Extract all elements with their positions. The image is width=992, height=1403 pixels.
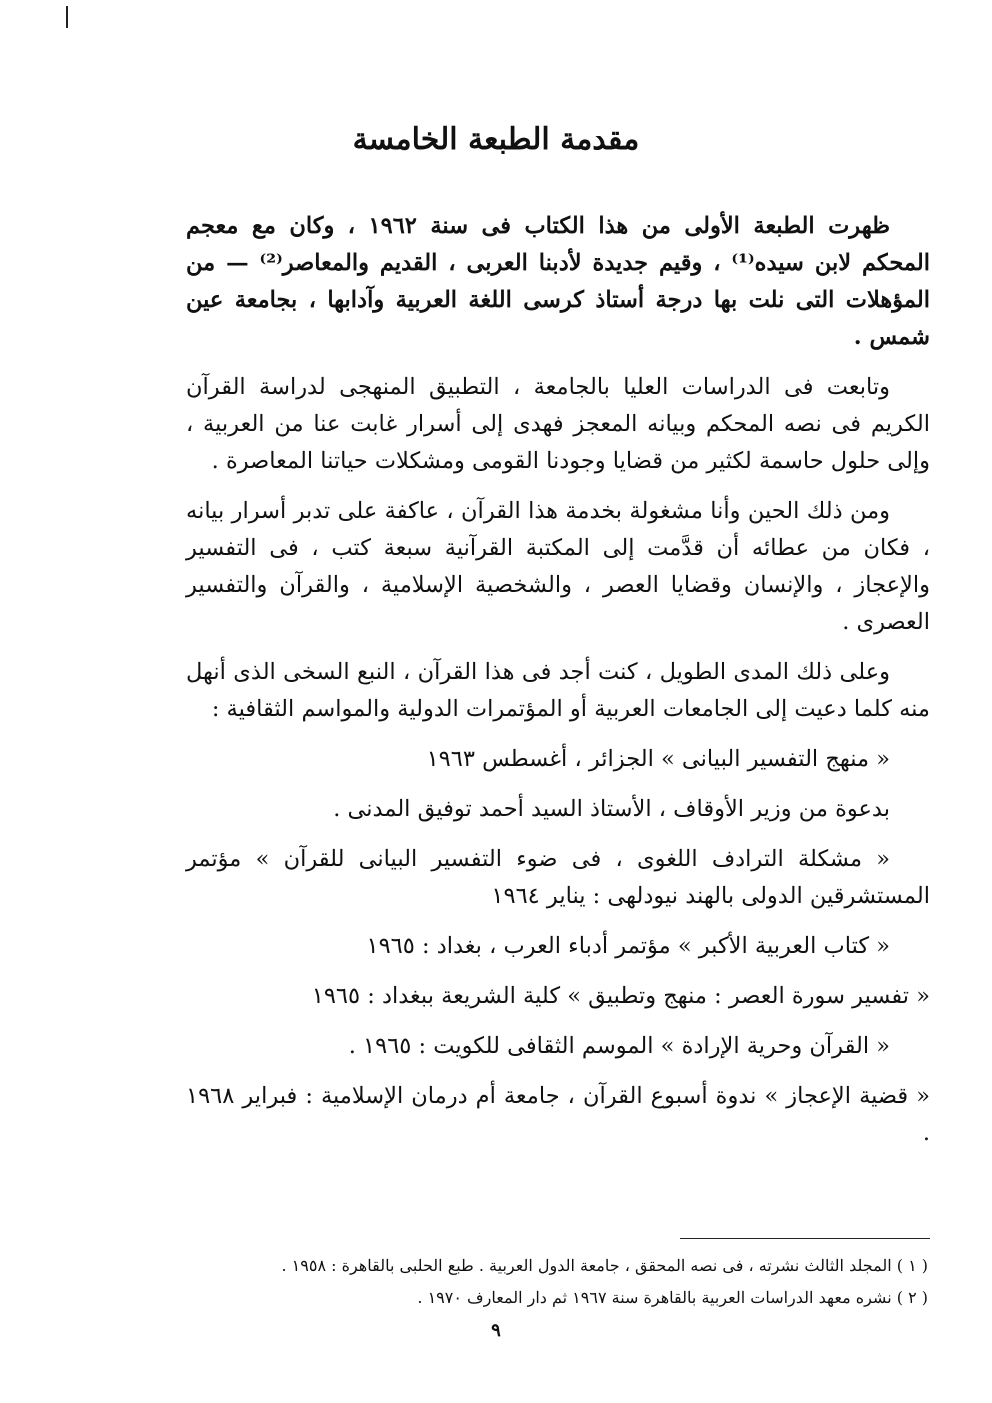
page-title: مقدمة الطبعة الخامسة — [352, 122, 640, 157]
list-item-1-note: بدعوة من وزير الأوقاف ، الأستاذ السيد أحمد توفيق المدنى . — [333, 796, 890, 822]
paragraph-2: وتابعت فى الدراسات العليا بالجامعة ، التطبيق المنهجى لدراسة القرآن الكريم فى نصه المحكم وبيانه المعجز فهدى إلى أسرار غابت عنا من العربية ، وإلى حلول حاسمة لكثير من قضايا وجودنا القومى ومشكلات حياتنا المعاصرة . — [186, 374, 930, 474]
list-item-2: « مشكلة الترادف اللغوى ، فى ضوء التفسير البيانى للقرآن » مؤتمر المستشرقين الدولى بالهند نيودلهى : يناير ١٩٦٤ — [186, 846, 930, 909]
footnote-1: ( ١ ) المجلد الثالث نشرته ، فى نصه المحقق ، جامعة الدول العربية . طبع الحلبى بالقاهرة : ١٩٥٨ . — [281, 1256, 928, 1275]
list-item-6: « قضية الإعجاز » ندوة أسبوع القرآن ، جامعة أم درمان الإسلامية : فبراير ١٩٦٨ . — [186, 1083, 930, 1146]
page-number: ٩ — [491, 1320, 501, 1341]
paragraph-4: وعلى ذلك المدى الطويل ، كنت أجد فى هذا القرآن ، النبع السخى الذى أنهل منه كلما دعيت إلى الجامعات العربية أو المؤتمرات الدولية والمواسم الثقافية : — [186, 659, 930, 722]
paragraph-3: ومن ذلك الحين وأنا مشغولة بخدمة هذا القرآن ، عاكفة على تدبر أسرار بيانه ، فكان من عطائه أن قدَّمت إلى المكتبة القرآنية سبعة كتب ، فى التفسير والإعجاز ، والإنسان وقضايا العصر ، والشخصية الإسلامية ، والقرآن والتفسير العصرى . — [186, 498, 930, 635]
footnote-divider — [680, 1238, 930, 1239]
footnote-2: ( ٢ ) نشره معهد الدراسات العربية بالقاهرة سنة ١٩٦٧ ثم دار المعارف ١٩٧٠ . — [417, 1288, 928, 1307]
list-item-3: « كتاب العربية الأكبر » مؤتمر أدباء العرب ، بغداد : ١٩٦٥ — [366, 933, 890, 959]
list-item-5: « القرآن وحرية الإرادة » الموسم الثقافى للكويت : ١٩٦٥ . — [348, 1033, 890, 1059]
paragraph-1: ظهرت الطبعة الأولى من هذا الكتاب فى سنة ١٩٦٢ ، وكان مع معجم المحكم لابن سيده⁽¹⁾ ، وقيم جديدة لأدبنا العربى ، القديم والمعاصر⁽²⁾ — من المؤهلات التى نلت بها درجة أستاذ كرسى اللغة العربية وآدابها ، بجامعة عين شمس . — [186, 213, 930, 350]
list-item-1: « منهج التفسير البيانى » الجزائر ، أغسطس ١٩٦٣ — [426, 746, 890, 772]
list-item-4: « تفسير سورة العصر : منهج وتطبيق » كلية الشريعة ببغداد : ١٩٦٥ — [311, 983, 930, 1009]
page-edge-mark — [66, 6, 68, 28]
body-text — [186, 208, 930, 1165]
footnotes — [180, 1250, 928, 1314]
